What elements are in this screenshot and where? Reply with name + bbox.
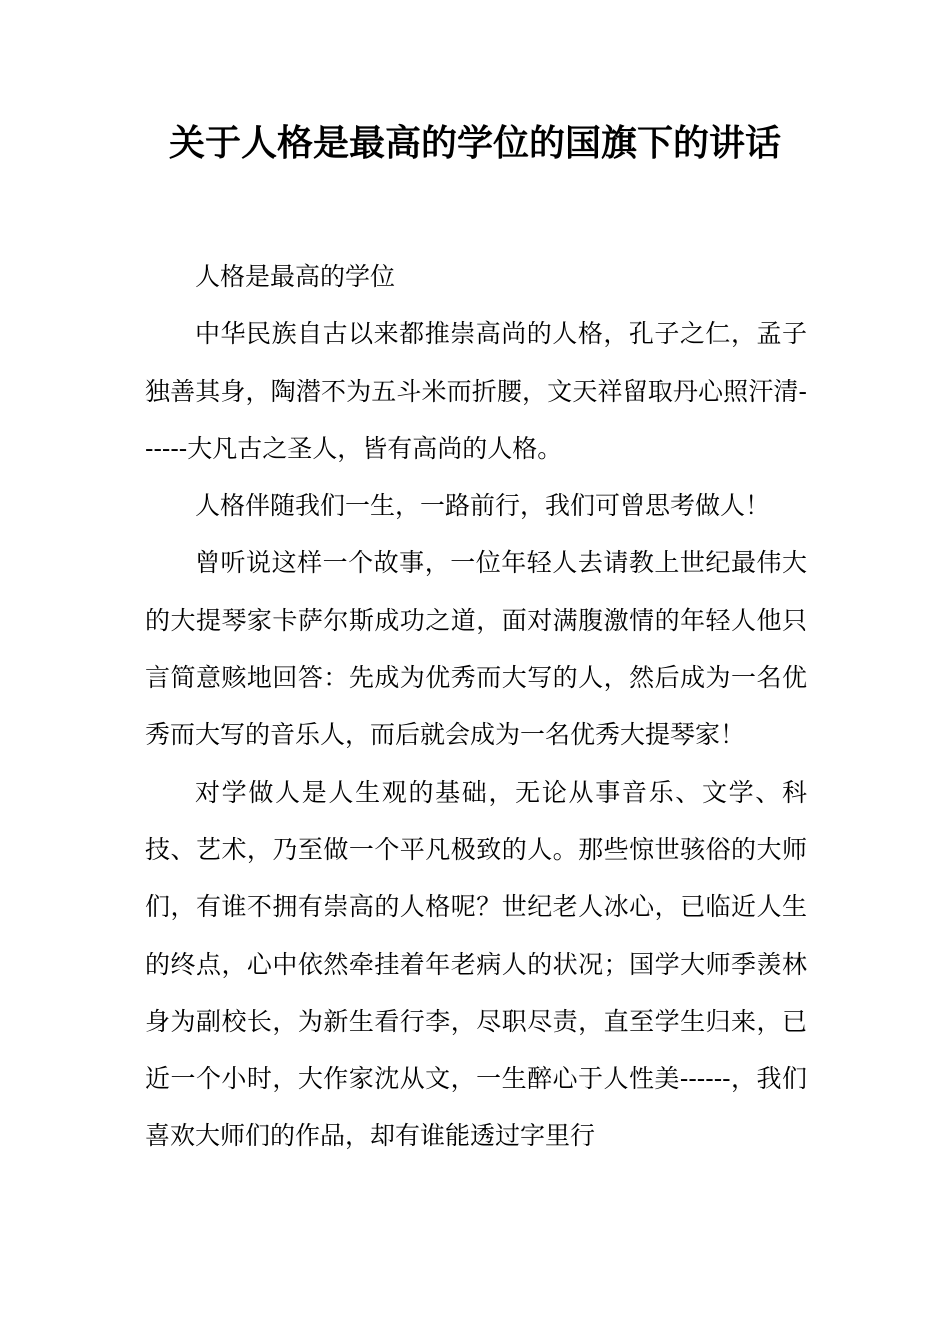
- paragraph: 中华民族自古以来都推崇高尚的人格，孔子之仁，孟子独善其身，陶潜不为五斗米而折腰，文天祥留取丹心照汗清------大凡古之圣人，皆有高尚的人格。: [145, 319, 807, 463]
- paragraph: 对学做人是人生观的基础，无论从事音乐、文学、科技、艺术，乃至做一个平凡极致的人。那些惊世骇俗的大师们，有谁不拥有崇高的人格呢？世纪老人冰心，已临近人生的终点，心中依然牵挂着年老病人的状况；国学大师季羡林身为副校长，为新生看行李，尽职尽责，直至学生归来，已近一个小时，大作家沈从文，一生醉心于人性美------，我们喜欢大师们的作品，却有谁能透过字里行: [145, 777, 807, 1151]
- paragraph: 人格伴随我们一生，一路前行，我们可曾思考做人！: [195, 491, 771, 521]
- document-body: [145, 248, 807, 1165]
- document-title: 关于人格是最高的学位的国旗下的讲话: [168, 123, 781, 164]
- paragraph-subtitle: 人格是最高的学位: [195, 262, 396, 291]
- paragraph: 曾听说这样一个故事，一位年轻人去请教上世纪最伟大的大提琴家卡萨尔斯成功之道，面对满腹激情的年轻人他只言简意赅地回答：先成为优秀而大写的人，然后成为一名优秀而大写的音乐人，而后就会成为一名优秀大提琴家！: [145, 548, 807, 750]
